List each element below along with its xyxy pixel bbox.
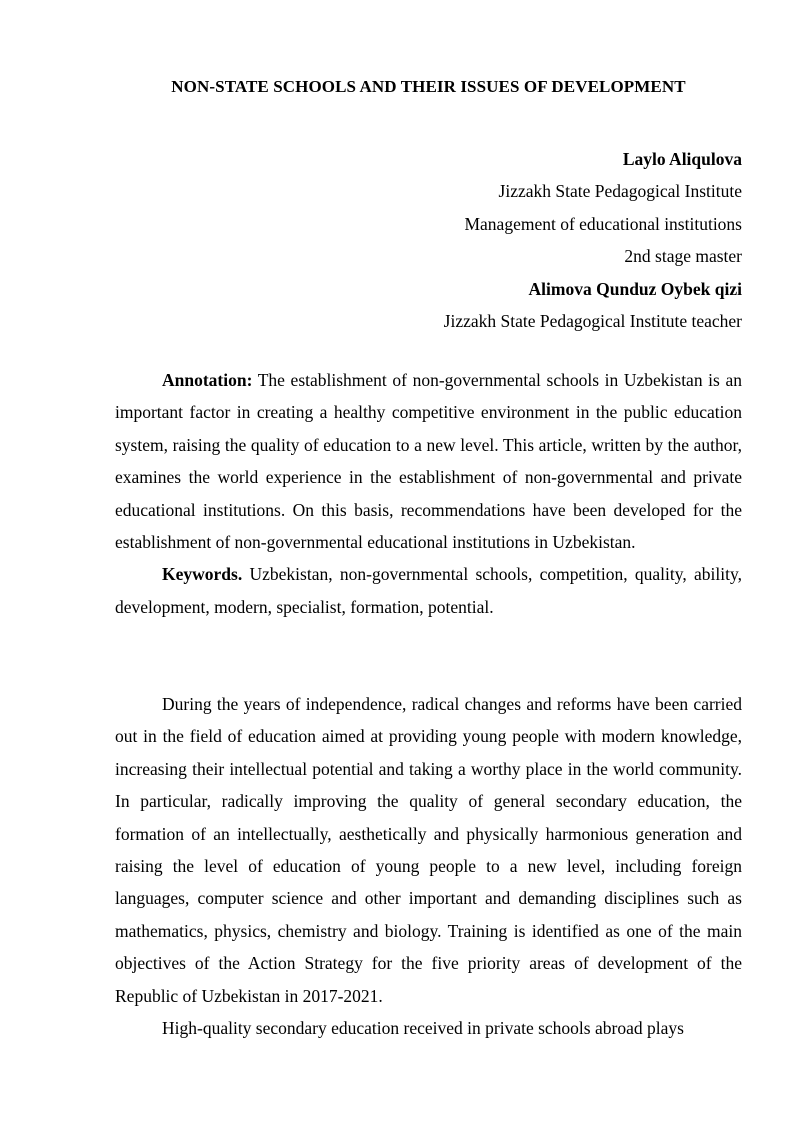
annotation-text: The establishment of non-governmental schools in Uzbekistan is an important factor in creating a healthy competitive environment in the public education system, raising the quality of education to a new level. This article, written by the author, examines the world experience in the establishment of non-governmental and private educational institutions. On this basis, recommendations have been developed for the establishment of non-governmental educational institutions in Uzbekistan. [115,370,742,553]
body-paragraph: During the years of independence, radical changes and reforms have been carried out in the field of education aimed at providing young people with modern knowledge, increasing their intellectual potential and taking a worthy place in the world community. In particular, radically improving the quality of general secondary education, the formation of an intellectually, aesthetically and physically harmonious generation and raising the level of education of young people to a new level, including foreign languages, computer science and other important and demanding disciplines such as mathematics, physics, chemistry and biology. Training is identified as one of the main objectives of the Action Strategy for the five priority areas of development of the Republic of Uzbekistan in 2017-2021. [115,694,742,1006]
author-name: Alimova Qunduz Oybek qizi [528,278,742,299]
author-name: Laylo Aliqulova [622,149,742,169]
keywords-text: Uzbekistan, non-governmental schools, competition, quality, ability, development, modern, specialist, formation, potential. [115,564,742,617]
keywords-label: Keywords. [162,564,243,585]
author-affiliation: 2nd stage master [624,246,742,267]
author-block [115,143,742,337]
body-section [115,688,742,1044]
author-affiliation: Jizzakh State Pedagogical Institute teacher [443,311,742,332]
body-paragraph: High-quality secondary education received in private schools abroad plays [162,1018,684,1039]
keywords-paragraph [115,558,742,623]
annotation-paragraph [115,364,742,558]
abstract-section [115,364,742,623]
author-affiliation: Management of educational institutions [464,213,742,234]
paper-title: NON-STATE SCHOOLS AND THEIR ISSUES OF DEVELOPMENT [171,77,686,96]
author-affiliation: Jizzakh State Pedagogical Institute [498,181,742,202]
annotation-label: Annotation: [162,370,253,390]
